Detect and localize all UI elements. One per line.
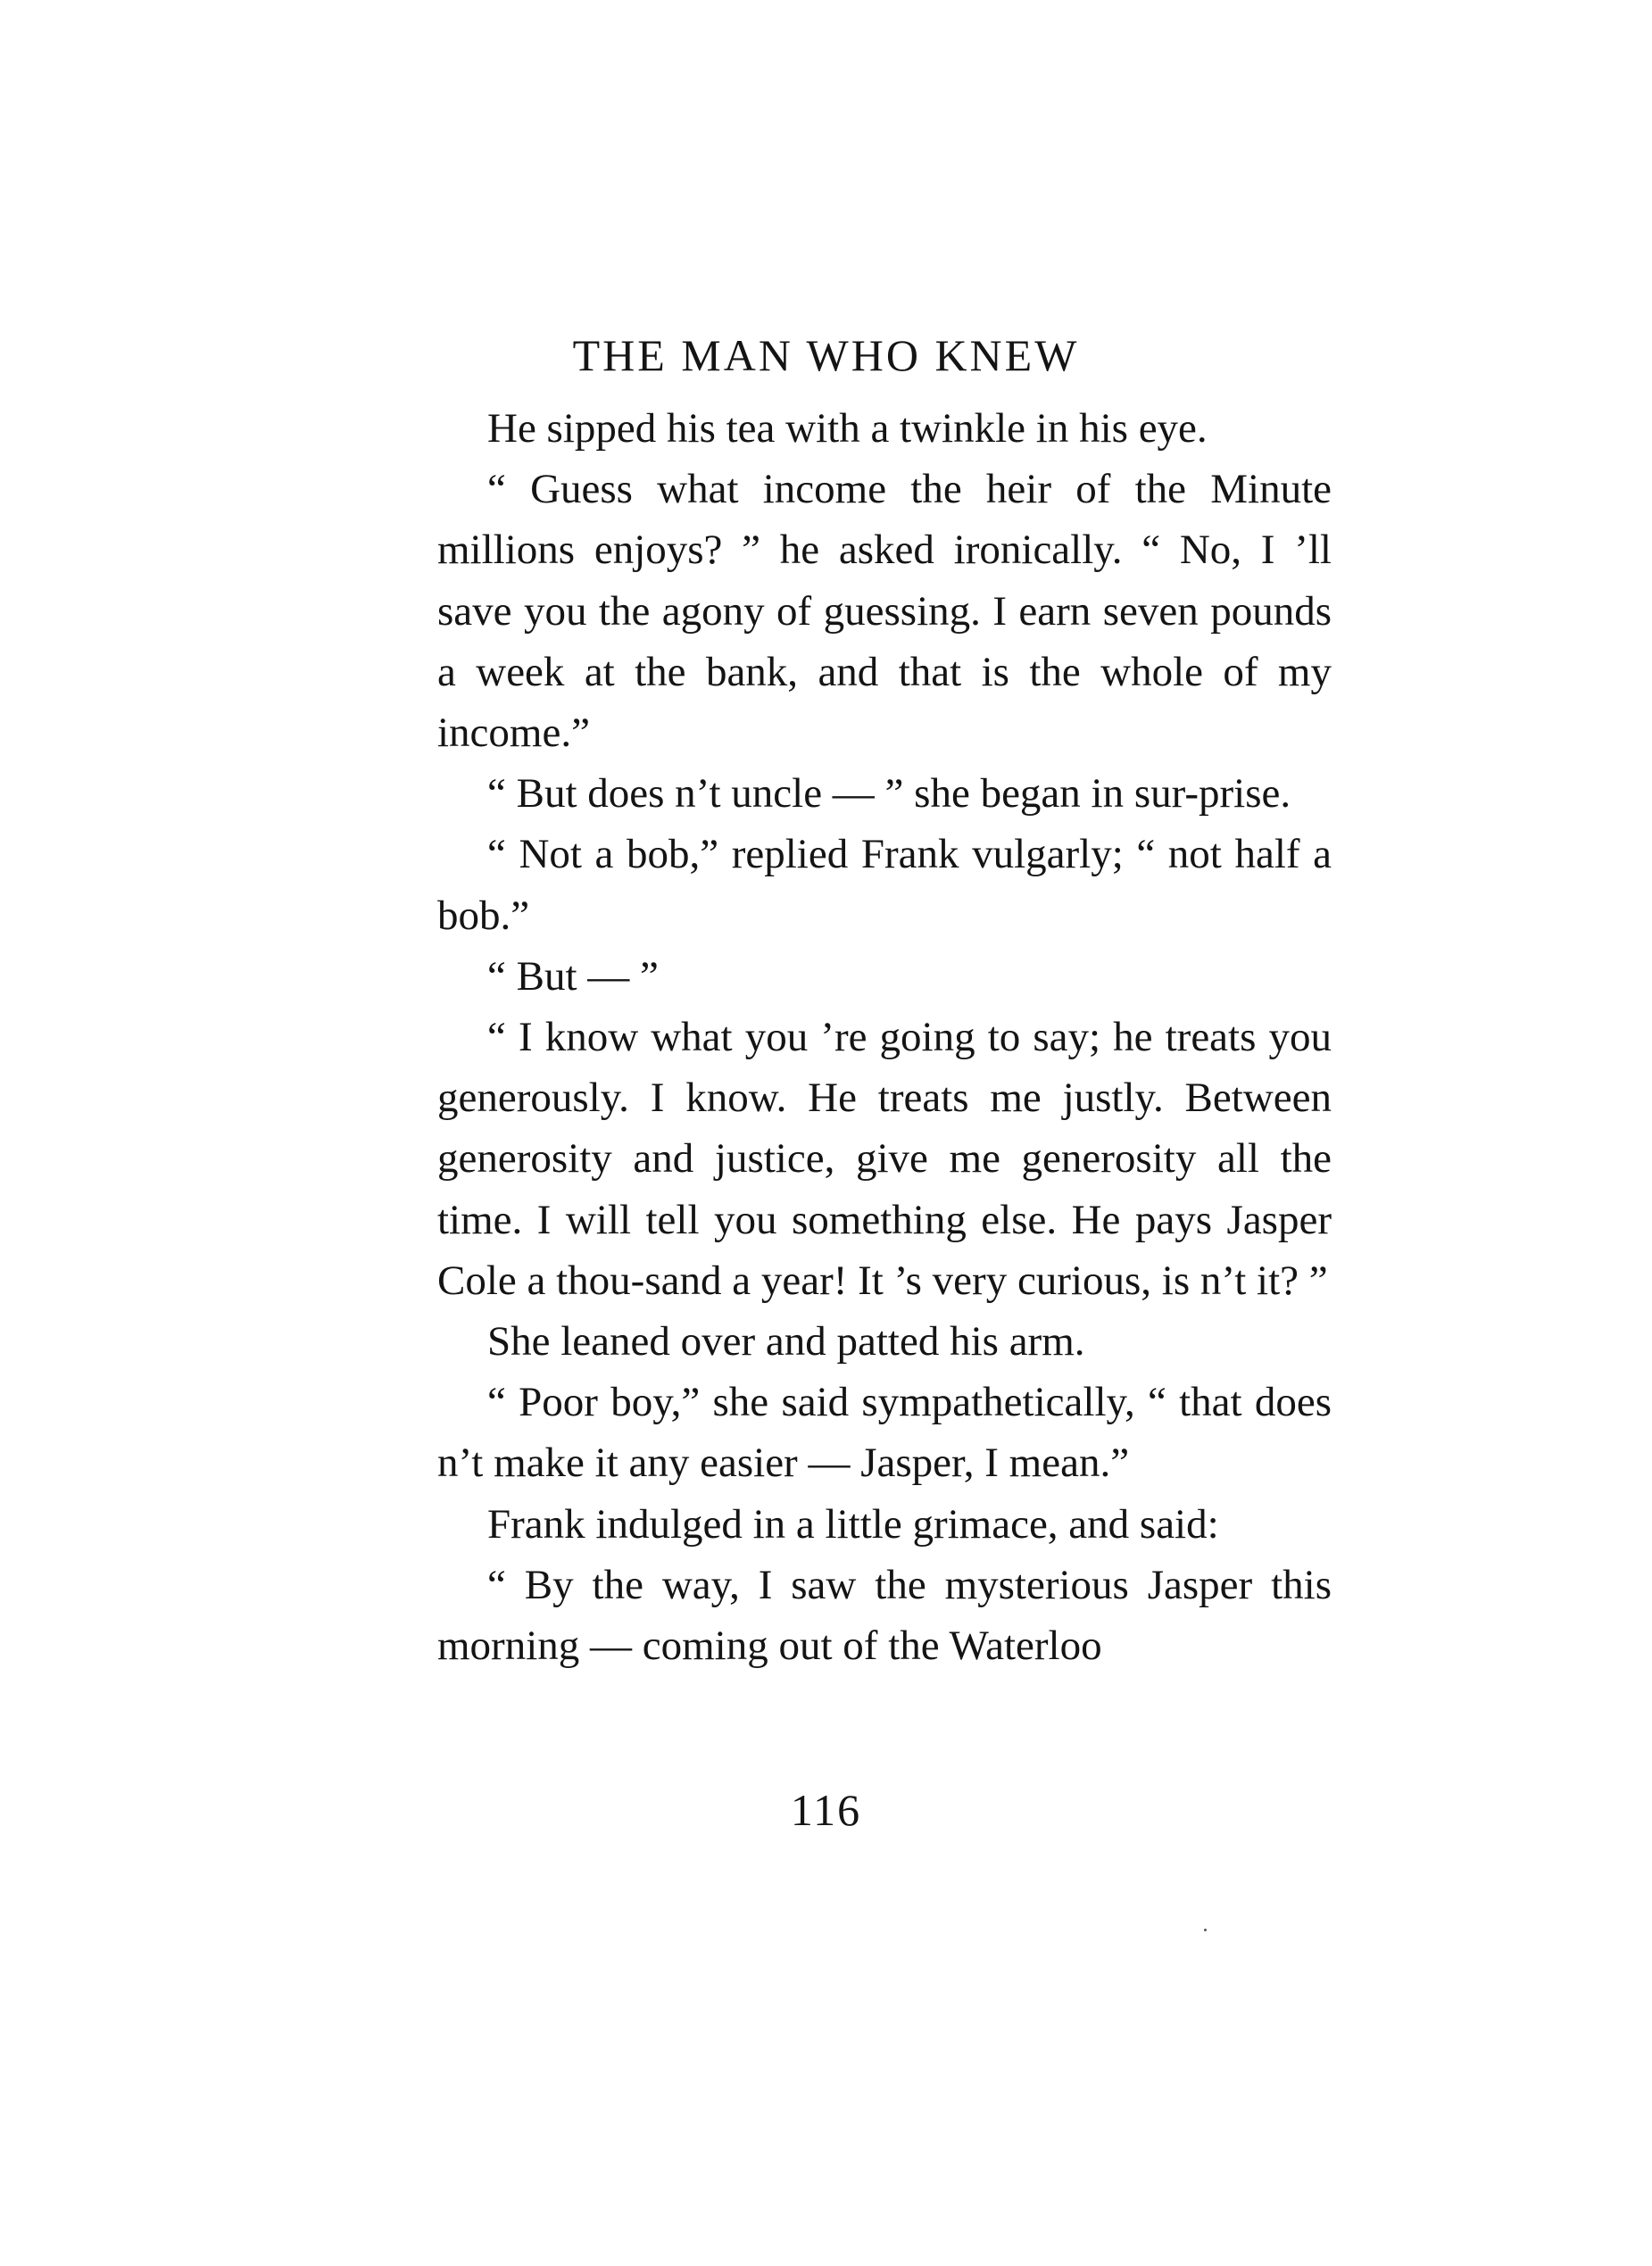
paragraph: “ But does n’t uncle — ” she began in sur-prise. bbox=[487, 770, 1291, 818]
paragraph: “ Poor boy,” she said sympathetically, “ that does n’t make it any easier — Jasper, I mean.” bbox=[437, 1379, 1332, 1487]
paragraph: “ Guess what income the heir of the Minute millions enjoys? ” he asked ironically. “ No, I ’ll save you the agony of guessing. I earn seven pounds a week at the bank, and that is the whole of my income.” bbox=[437, 466, 1332, 757]
paragraph: “ By the way, I saw the mysterious Jasper this morning — coming out of the Waterloo bbox=[437, 1561, 1332, 1670]
running-head: THE MAN WHO KNEW bbox=[572, 330, 1080, 380]
paragraph: “ But — ” bbox=[487, 952, 659, 1000]
paragraph: “ Not a bob,” replied Frank vulgarly; “ not half a bob.” bbox=[437, 831, 1332, 939]
paragraph: “ I know what you ’re going to say; he treats you generously. I know. He treats me justly. Between generosity and justice, give me generosity all the time. I will tell you something else. He pays Jasper Cole a thou-sand a year! It ’s very curious, is n’t it? ” bbox=[437, 1014, 1332, 1304]
scan-speck bbox=[1204, 1929, 1207, 1931]
paragraph: She leaned over and patted his arm. bbox=[487, 1318, 1085, 1365]
body-text bbox=[437, 398, 1332, 1676]
paragraph: Frank indulged in a little grimace, and said: bbox=[487, 1500, 1219, 1548]
page-number: 116 bbox=[790, 1785, 862, 1835]
paragraph: He sipped his tea with a twinkle in his eye. bbox=[487, 405, 1208, 452]
